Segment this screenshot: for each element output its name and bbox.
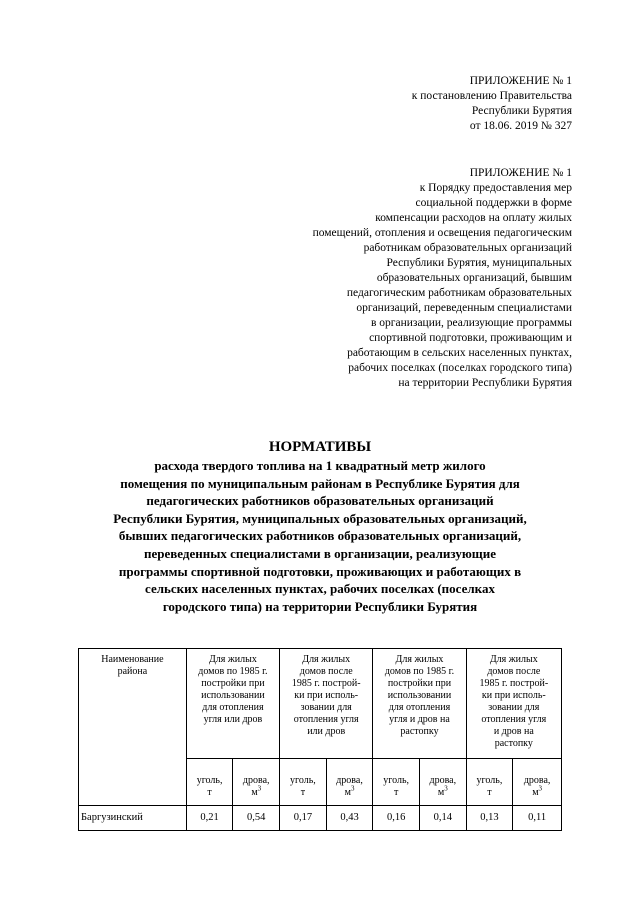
appendix-line: организаций, переведенным специалистами	[356, 302, 572, 314]
appendix-line: на территории Республики Бурятия	[398, 377, 572, 389]
header-line: зовании для	[488, 702, 540, 713]
header-line: Для жилых	[208, 654, 257, 665]
header-line: использовании	[201, 690, 265, 701]
header-line: зовании для	[300, 702, 352, 713]
title-line: бывших педагогических работников образовательных организаций,	[118, 528, 522, 544]
appendix-block-resolution	[412, 74, 572, 134]
unit-wood-header: дрова, $м^3$	[233, 759, 280, 806]
header-line: для отопления	[202, 702, 264, 713]
region-cell: Баргузинский	[79, 806, 187, 831]
unit-coal-header: уголь, т	[280, 759, 327, 806]
header-line: района	[117, 666, 148, 677]
title-heading: НОРМАТИВЫ	[268, 439, 372, 455]
appendix-line: помещений, отопления и освещения педагогическим	[312, 227, 572, 239]
header-line: растопку	[400, 726, 439, 737]
header-line: постройки при	[201, 678, 265, 689]
header-line: домов после	[299, 666, 353, 677]
header-line: Наименование	[101, 654, 164, 665]
value-cell: 0,11	[513, 806, 562, 831]
header-line: ки при исполь-	[481, 690, 546, 701]
appendix-line: к постановлению Правительства	[411, 90, 572, 102]
header-line: использовании	[387, 690, 452, 701]
header-line: отопления угля	[293, 714, 359, 725]
unit-coal-header: уголь, т	[466, 759, 513, 806]
header-line: Для жилых	[302, 654, 351, 665]
title-line: Республики Бурятия, муниципальных образовательных организаций,	[113, 510, 527, 526]
value-cell: 0,17	[280, 806, 327, 831]
header-line: или дров	[307, 726, 346, 737]
header-line: домов по 1985 г.	[198, 666, 268, 677]
header-line: для отопления	[388, 702, 451, 713]
appendix-line: педагогическим работникам образовательных	[346, 287, 572, 299]
group-header	[186, 649, 279, 759]
header-line: Для жилых	[489, 654, 538, 665]
header-line: 1985 г. построй-	[291, 678, 361, 689]
group-header	[466, 649, 561, 759]
header-line: постройки при	[387, 678, 452, 689]
header-line: отопления угля	[481, 714, 547, 725]
appendix-line: в организации, реализующие программы	[370, 317, 572, 329]
unit-wood-header: дрова, $м^3$	[513, 759, 562, 806]
appendix-line: к Порядку предоставления мер	[419, 182, 572, 194]
appendix-line: социальной поддержки в форме	[415, 197, 572, 209]
header-line: домов по 1985 г.	[384, 666, 455, 677]
title-line: расхода твердого топлива на 1 квадратный метр жилого	[154, 458, 486, 473]
title-line: городского типа) на территории Республики Бурятия	[162, 598, 478, 614]
appendix-line: ПРИЛОЖЕНИЕ № 1	[469, 167, 572, 179]
header-line: угля и дров на	[389, 714, 450, 725]
value-cell: 0,16	[373, 806, 420, 831]
header-line: Для жилых	[395, 654, 444, 665]
appendix-block-procedure	[313, 166, 572, 391]
value-cell: 0,21	[186, 806, 233, 831]
title-line: педагогических работников образовательных организаций	[146, 493, 494, 509]
header-line: растопку	[494, 738, 533, 749]
unit-wood-header: дрова, $м^3$	[326, 759, 373, 806]
appendix-line: работникам образовательных организаций	[363, 242, 572, 254]
document-title	[60, 438, 580, 615]
table-row	[79, 806, 562, 831]
unit-wood-header: дрова, $м^3$	[419, 759, 466, 806]
title-line: программы спортивной подготовки, проживающих и работающих в	[118, 563, 522, 579]
appendix-line: рабочих поселках (поселках городского типа)	[348, 362, 572, 374]
header-line: угля или дров	[203, 714, 263, 725]
header-line: и дров на	[493, 726, 534, 737]
value-cell: 0,13	[466, 806, 513, 831]
appendix-line: спортивной подготовки, проживающим и	[369, 332, 572, 344]
title-line: переведенных специалистами в организации, реализующие	[143, 545, 497, 561]
appendix-line: ПРИЛОЖЕНИЕ № 1	[469, 75, 572, 87]
appendix-line: от 18.06. 2019 № 327	[469, 120, 572, 132]
unit-coal-header: уголь, т	[186, 759, 233, 806]
group-header	[373, 649, 466, 759]
header-line: ки при исполь-	[294, 690, 359, 701]
title-line: помещения по муниципальным районам в Республике Бурятия для	[120, 475, 520, 491]
region-column-header	[79, 649, 187, 806]
appendix-line: работающим в сельских населенных пунктах,	[347, 347, 572, 359]
value-cell: 0,54	[233, 806, 280, 831]
group-header	[280, 649, 373, 759]
table-header-row	[79, 649, 562, 759]
appendix-line: Республики Бурятия	[471, 105, 572, 117]
appendix-line: образовательных организаций, бывшим	[376, 272, 572, 284]
norms-table	[78, 648, 562, 831]
title-line: сельских населенных пунктах, рабочих поселках (поселках	[145, 581, 495, 597]
unit-coal-header: уголь, т	[373, 759, 420, 806]
appendix-line: компенсации расходов на оплату жилых	[375, 212, 572, 224]
value-cell: 0,14	[419, 806, 466, 831]
value-cell: 0,43	[326, 806, 373, 831]
appendix-line: Республики Бурятия, муниципальных	[386, 257, 572, 269]
header-line: 1985 г. построй-	[479, 678, 549, 689]
header-line: домов после	[487, 666, 541, 677]
